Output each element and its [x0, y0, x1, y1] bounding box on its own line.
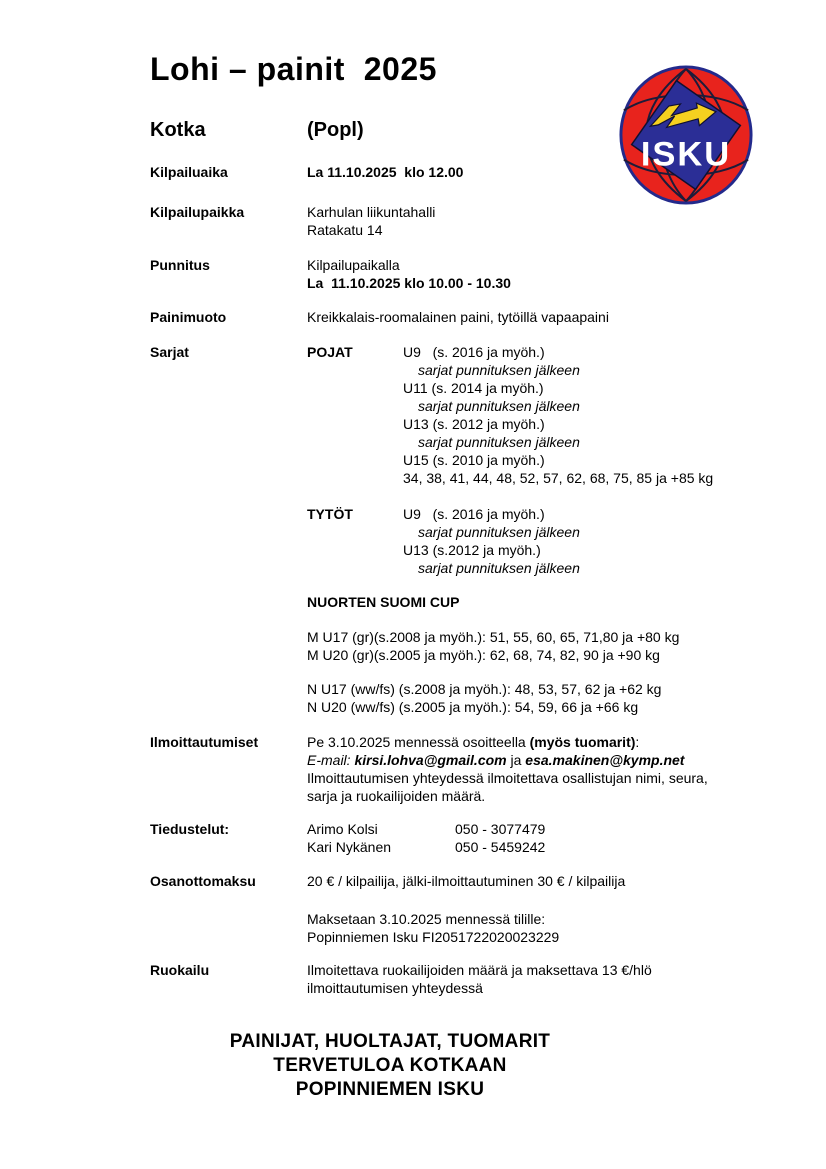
wrestling-style-row	[150, 308, 790, 326]
payment-deadline: Maksetaan 3.10.2025 mennessä tilille:	[307, 911, 546, 927]
email-address-2: esa.makinen@kymp.net	[525, 752, 685, 768]
registration-row	[150, 733, 790, 805]
competition-time-row	[150, 163, 790, 181]
weigh-in-row	[150, 256, 790, 292]
bank-account: Popinniemen Isku FI2051722020023229	[307, 929, 560, 945]
series-entry: U13 (s. 2012 ja myöh.)	[403, 416, 545, 432]
email-address-1: kirsi.lohva@gmail.com	[354, 752, 507, 768]
label-painimuoto: Painimuoto	[150, 309, 227, 325]
email-label: E-mail:	[307, 752, 355, 768]
venue-address: Ratakatu 14	[307, 222, 383, 238]
contact-name: Arimo Kolsi	[307, 821, 378, 837]
venue-name: Karhulan liikuntahalli	[307, 204, 436, 220]
series-entry: U9 (s. 2016 ja myöh.)	[403, 506, 545, 522]
entry-fee-row	[150, 872, 790, 946]
footer-line-audience: PAINIJAT, HUOLTAJAT, TUOMARIT	[229, 1031, 551, 1052]
email-conjunction: ja	[506, 752, 526, 768]
suomi-cup-heading: NUORTEN SUOMI CUP	[307, 594, 460, 610]
registration-info-line1: Ilmoittautumisen yhteydessä ilmoitettava osallistujan nimi, seura,	[307, 770, 708, 786]
registration-info-line2: sarja ja ruokailijoiden määrä.	[307, 788, 486, 804]
registration-deadline: Pe 3.10.2025 mennessä osoitteella	[307, 734, 530, 750]
series-entry: sarjat punnituksen jälkeen	[418, 362, 580, 378]
contact-phone: 050 - 3077479	[455, 821, 546, 837]
series-entry: U15 (s. 2010 ja myöh.)	[403, 452, 545, 468]
suomi-cup-women-u17: N U17 (ww/fs) (s.2008 ja myöh.): 48, 53, 57, 62 ja +62 kg	[307, 681, 662, 697]
label-tiedustelut: Tiedustelut:	[150, 821, 230, 837]
city-name: Kotka	[150, 119, 206, 141]
contact-row	[307, 820, 790, 838]
contact-row	[307, 838, 790, 856]
series-entry: U13 (s.2012 ja myöh.)	[403, 542, 541, 558]
group-pojat: POJAT	[307, 344, 353, 360]
value-painimuoto: Kreikkalais-roomalainen paini, tytöillä vapaapaini	[307, 309, 609, 325]
suomi-cup-men-u17: M U17 (gr)(s.2008 ja myöh.): 51, 55, 60, 65, 71,80 ja +80 kg	[307, 629, 680, 645]
logo-text: ISKU	[640, 135, 732, 174]
label-ruokailu: Ruokailu	[150, 962, 210, 978]
meals-info-line2: ilmoittautumisen yhteydessä	[307, 980, 483, 996]
suomi-cup-men-u20: M U20 (gr)(s.2005 ja myöh.): 62, 68, 74, 82, 90 ja +90 kg	[307, 647, 660, 663]
venue-row	[150, 203, 790, 239]
weigh-in-place: Kilpailupaikalla	[307, 257, 400, 273]
page-title: Lohi – painit 2025	[150, 51, 437, 87]
series-weights: 34, 38, 41, 44, 48, 52, 57, 62, 68, 75, 85 ja +85 kg	[403, 470, 714, 486]
welcome-footer	[150, 1030, 630, 1102]
label-sarjat: Sarjat	[150, 344, 189, 360]
entry-fee-amount: 20 € / kilpailija, jälki-ilmoittautuminen 30 € / kilpailija	[307, 873, 626, 889]
label-ilmoittautumiset: Ilmoittautumiset	[150, 734, 259, 750]
series-girls-block	[150, 505, 790, 577]
series-entry: sarjat punnituksen jälkeen	[418, 434, 580, 450]
meals-info-line1: Ilmoitettava ruokailijoiden määrä ja maksettava 13 €/hlö	[307, 962, 652, 978]
weigh-in-time: La 11.10.2025 klo 10.00 - 10.30	[307, 275, 511, 291]
contact-name: Kari Nykänen	[307, 839, 392, 855]
label-osanottomaksu: Osanottomaksu	[150, 873, 256, 889]
contact-phone: 050 - 5459242	[455, 839, 546, 855]
city-row	[150, 118, 790, 143]
registration-colon: :	[635, 734, 640, 750]
series-row	[150, 343, 790, 577]
footer-line-welcome: TERVETULOA KOTKAAN	[273, 1055, 507, 1076]
series-entry: sarjat punnituksen jälkeen	[418, 524, 580, 540]
meals-row	[150, 961, 790, 997]
series-entry: U11 (s. 2014 ja myöh.)	[403, 380, 544, 396]
group-tytot: TYTÖT	[307, 506, 353, 522]
club-code: (Popl)	[307, 119, 364, 141]
registration-referees-note: (myös tuomarit)	[529, 734, 636, 750]
value-kilpailuaika: La 11.10.2025 klo 12.00	[307, 164, 464, 180]
series-entry: sarjat punnituksen jälkeen	[418, 398, 580, 414]
series-entry: sarjat punnituksen jälkeen	[418, 560, 580, 576]
inquiries-row	[150, 820, 790, 856]
suomi-cup-women-u20: N U20 (ww/fs) (s.2005 ja myöh.): 54, 59, 66 ja +66 kg	[307, 699, 639, 715]
label-punnitus: Punnitus	[150, 257, 210, 273]
youth-suomi-cup-section	[150, 593, 790, 716]
series-entry: U9 (s. 2016 ja myöh.)	[403, 344, 545, 360]
label-kilpailuaika: Kilpailuaika	[150, 164, 228, 180]
footer-line-club: POPINNIEMEN ISKU	[295, 1079, 485, 1100]
label-kilpailupaikka: Kilpailupaikka	[150, 204, 245, 220]
